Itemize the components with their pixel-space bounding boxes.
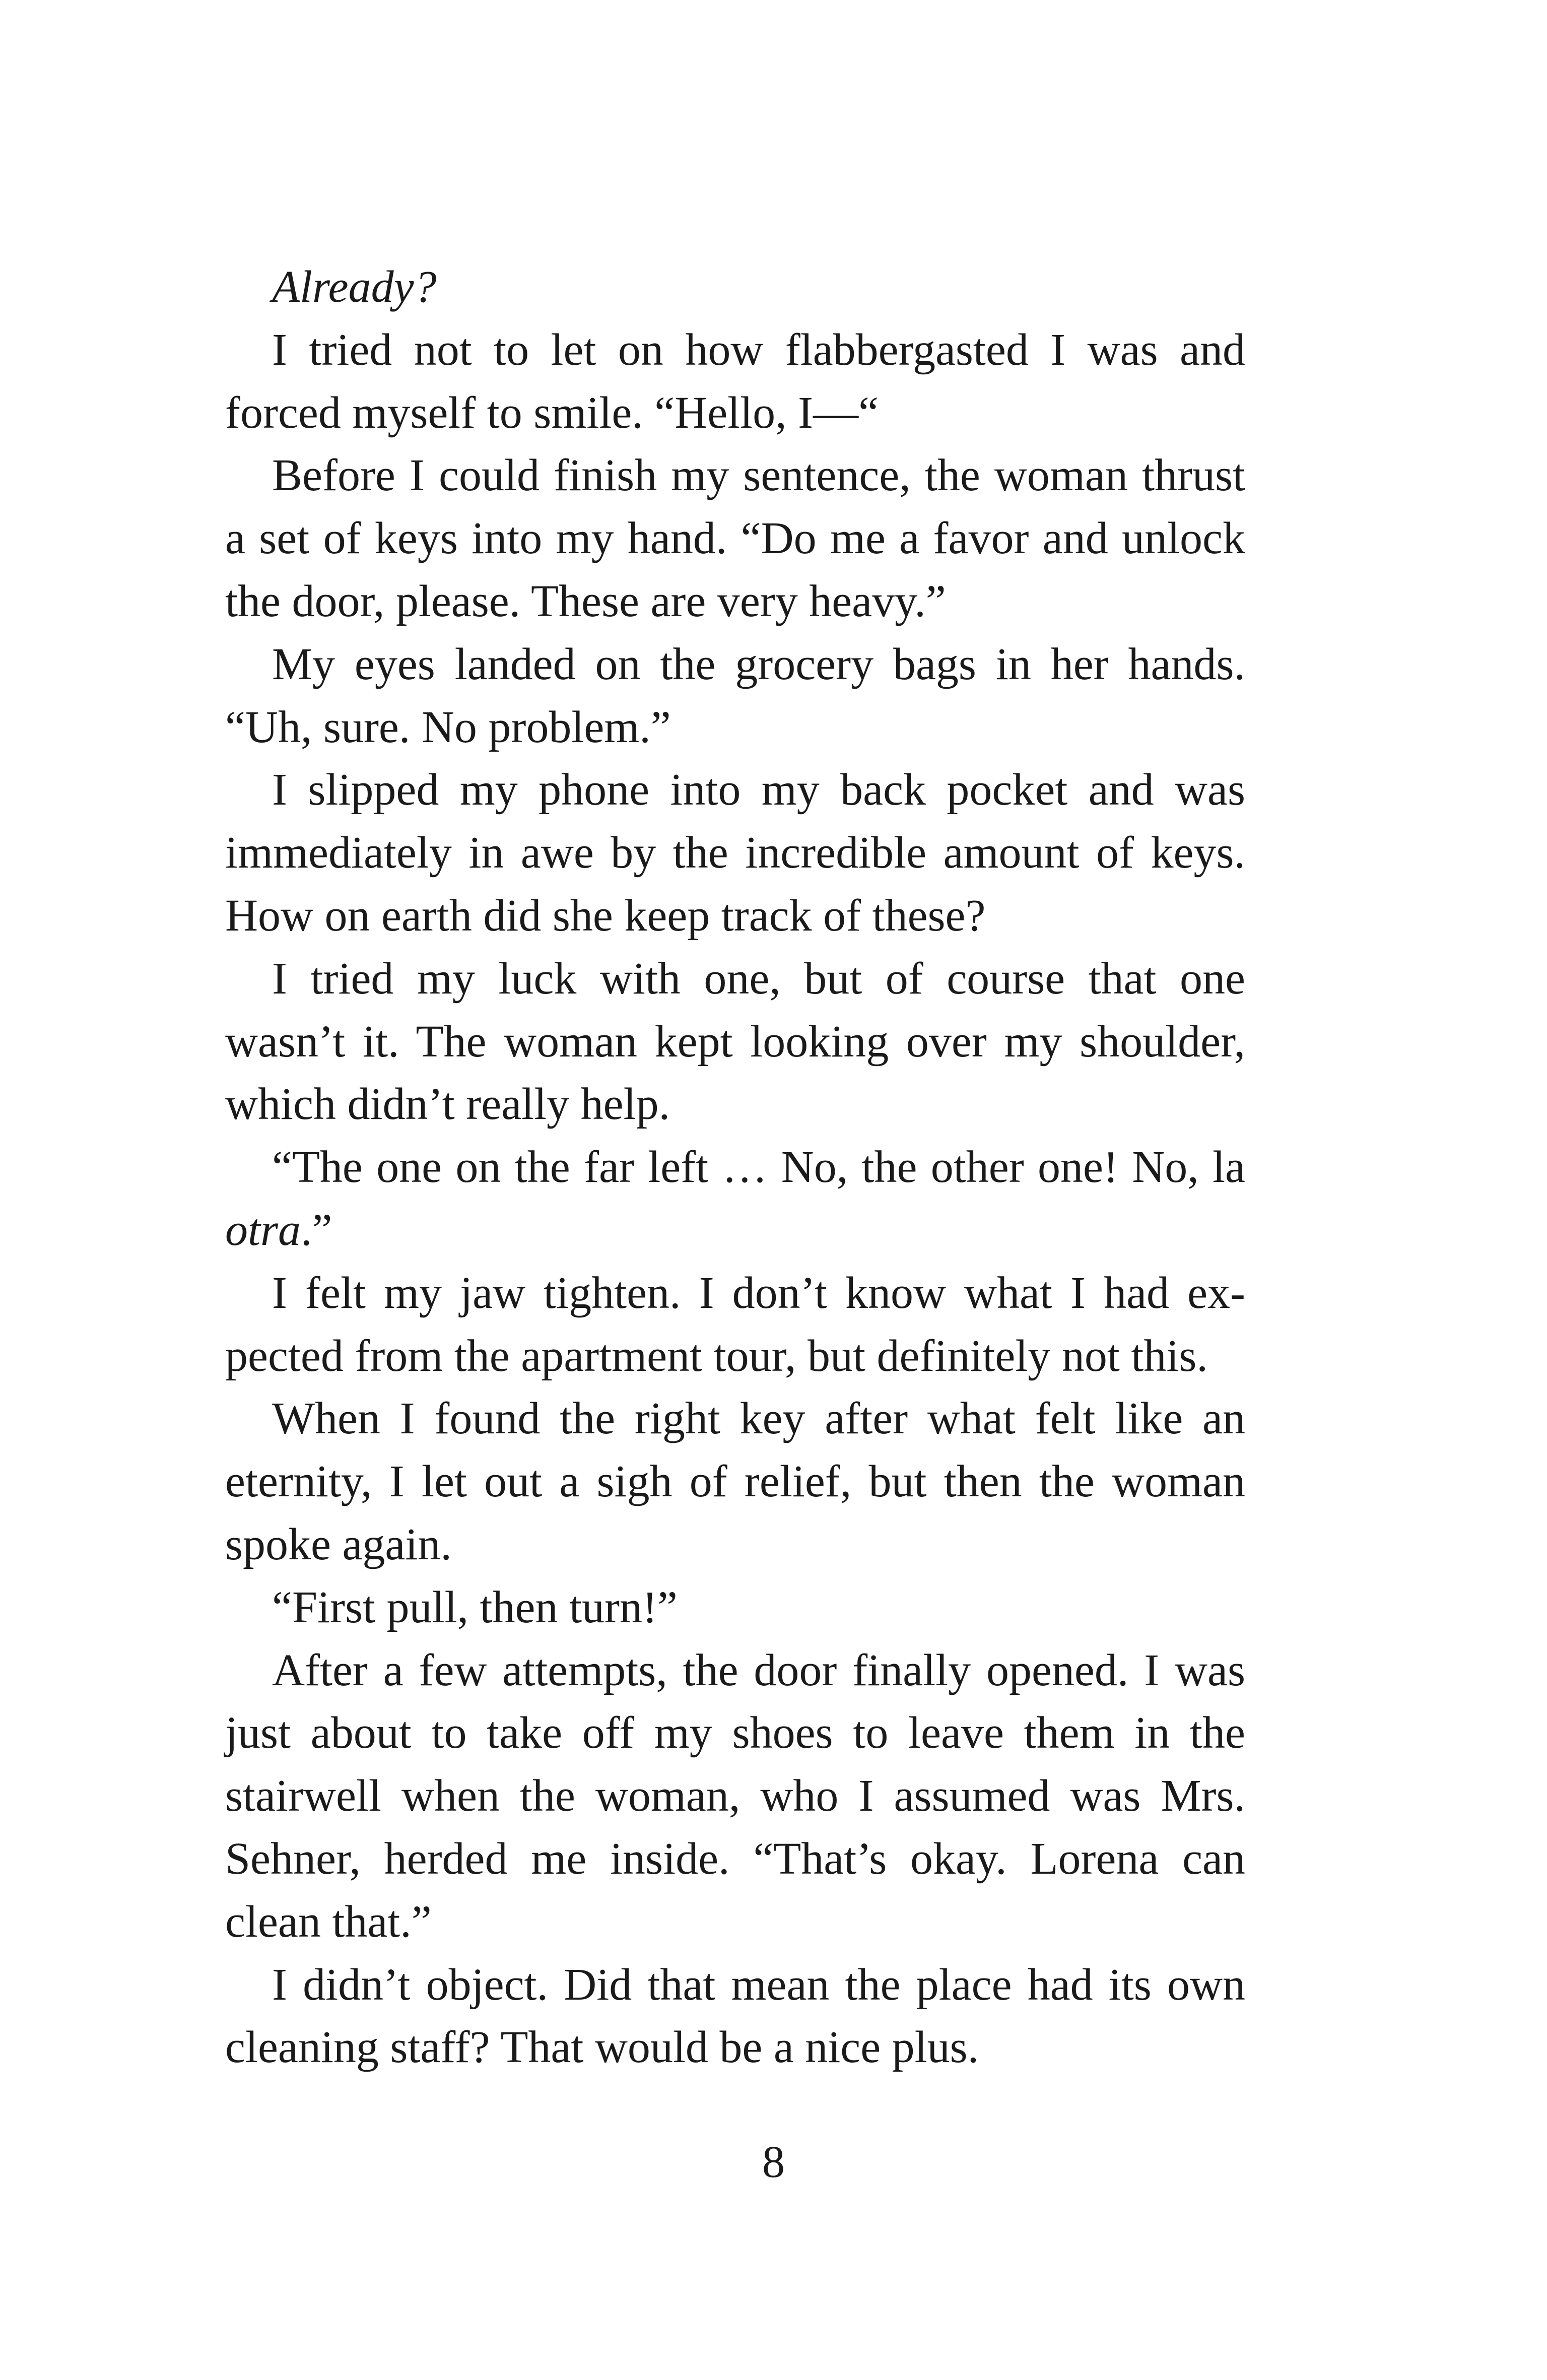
text-run: I tried my luck with one, but of course that one wasn’t it. The woman kept looking over my shoulder, which didn’t really help. xyxy=(225,953,1245,1130)
text-run: I tried not to let on how flabbergasted I was and forced myself to smile. “Hello, I—“ xyxy=(225,324,1245,438)
paragraph xyxy=(225,1262,1245,1388)
text-run: .” xyxy=(301,1205,332,1255)
paragraph xyxy=(225,256,1245,319)
text-run: I slipped my phone into my back pocket and was immediately in awe by the incredible amount of keys. How on earth did she keep track of these? xyxy=(225,765,1245,941)
text-run: My eyes landed on the grocery bags in her hands. “Uh, sure. No problem.” xyxy=(225,639,1245,752)
text-run: After a few attempts, the door finally opened. I was just about to take off my shoes to leave them in the stairwell when the woman, who I assumed was Mrs. Sehner, herded me inside. “That’s okay. Lorena can clean that.” xyxy=(225,1645,1245,1947)
paragraph xyxy=(225,1576,1245,1639)
paragraph xyxy=(225,1639,1245,1954)
text-run: Before I could finish my sentence, the woman thrust a set of keys into my hand. “Do me a favor and unlock the door, please. These are very heavy.” xyxy=(225,450,1245,626)
text-run: “The one on the far left … No, the other one! No, la xyxy=(272,1142,1245,1193)
paragraph xyxy=(225,759,1245,947)
paragraph xyxy=(225,1136,1245,1262)
italic-text: Already? xyxy=(272,262,437,312)
italic-text: otra xyxy=(225,1205,301,1255)
paragraph xyxy=(225,1387,1245,1576)
text-run: I didn’t object. Did that mean the place had its own cleaning staff? That would be a nice plus. xyxy=(225,1959,1245,2073)
text-run: “First pull, then turn!” xyxy=(272,1582,678,1632)
body-text xyxy=(225,256,1245,2079)
paragraph xyxy=(225,444,1245,633)
paragraph xyxy=(225,319,1245,445)
paragraph xyxy=(225,948,1245,1136)
paragraph xyxy=(225,633,1245,759)
page-number: 8 xyxy=(762,2137,785,2187)
text-run: I felt my jaw tighten. I don’t know what I had expected from the apartment tour, but definitely not this. xyxy=(225,1268,1245,1381)
text-run: When I found the right key after what felt like an eternity, I let out a sigh of relief, but then the woman spoke again. xyxy=(225,1394,1245,1569)
paragraph xyxy=(225,1954,1245,2080)
